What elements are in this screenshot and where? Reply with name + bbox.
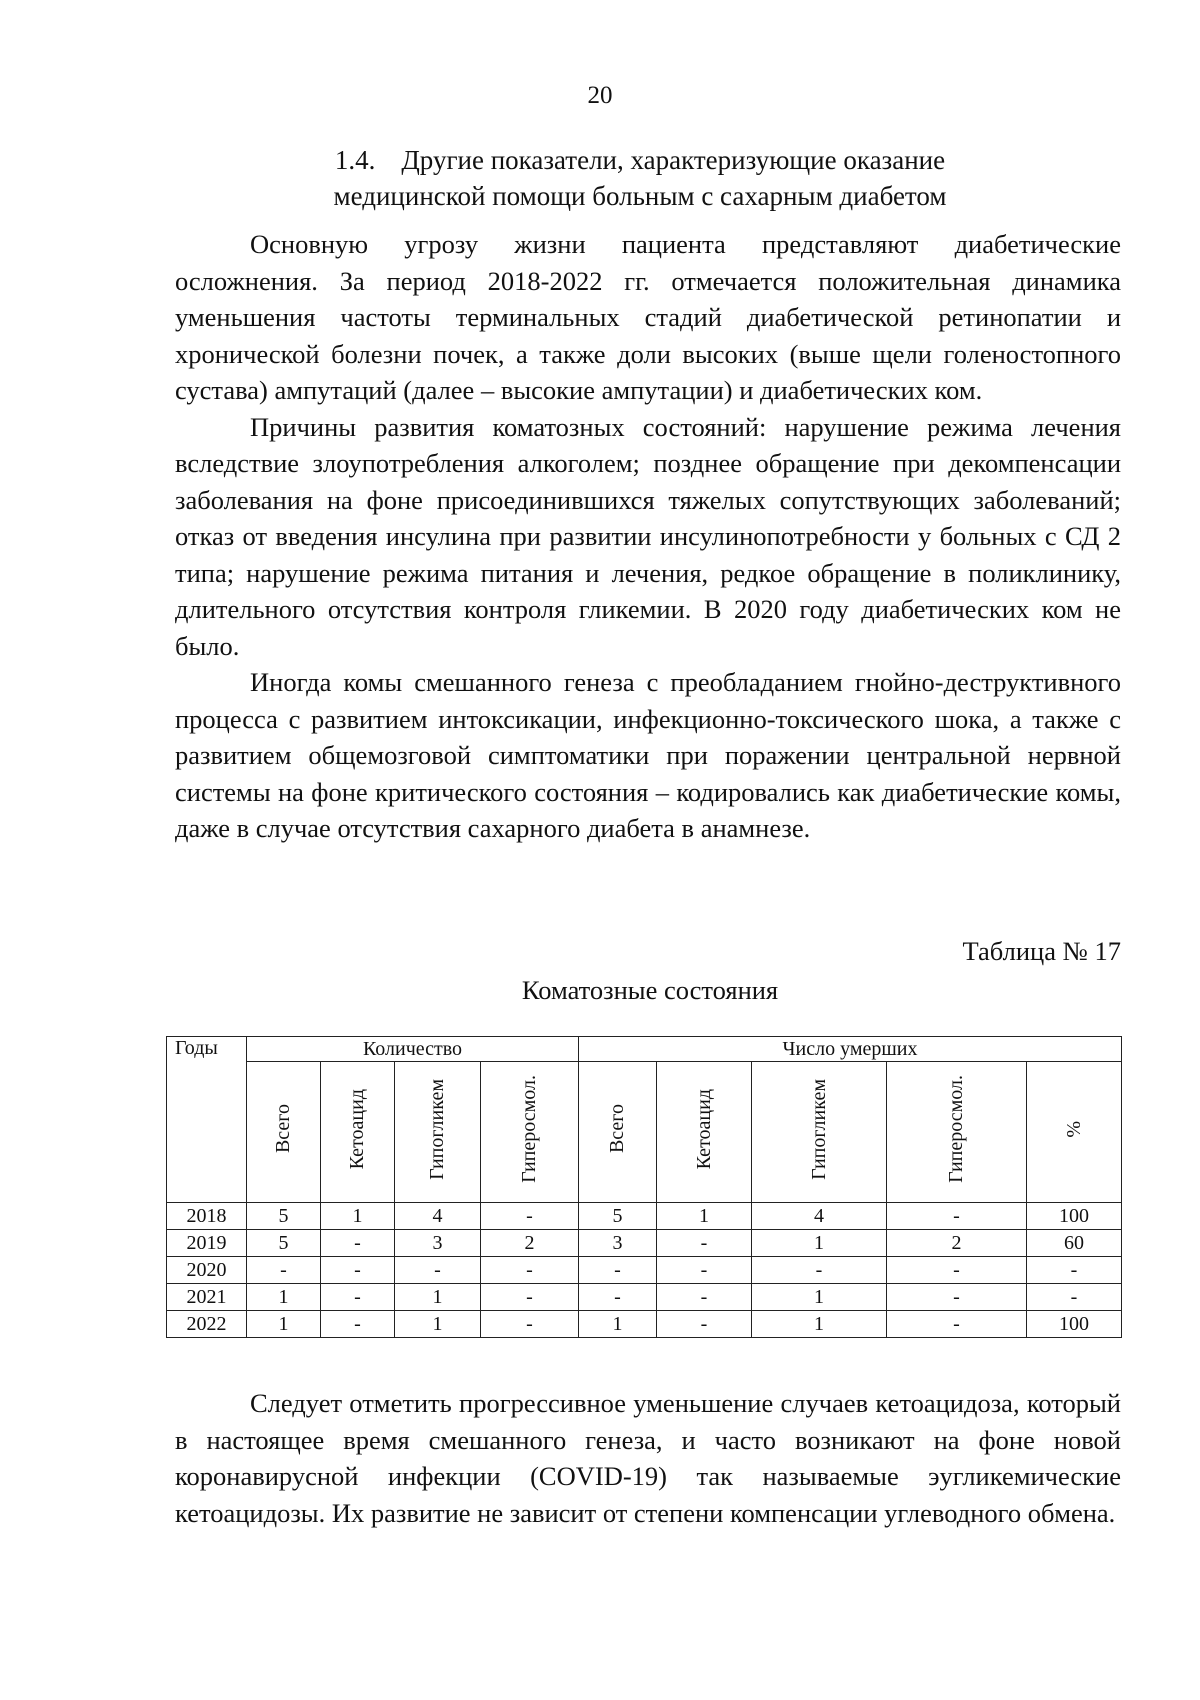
header-group-quantity: Количество [247, 1037, 579, 1062]
cell: - [657, 1257, 752, 1284]
cell: 1 [752, 1230, 887, 1257]
cell: - [481, 1284, 579, 1311]
cell: 1 [247, 1311, 321, 1338]
table-row [167, 1311, 1122, 1338]
cell-year: 2020 [167, 1257, 247, 1284]
cell: - [657, 1311, 752, 1338]
table-row [167, 1257, 1122, 1284]
cell: - [752, 1257, 887, 1284]
cell: 4 [752, 1203, 887, 1230]
header-deaths-hypoglycemic: Гипогликем [752, 1062, 887, 1203]
cell: 1 [247, 1284, 321, 1311]
cell: 100 [1027, 1311, 1122, 1338]
header-quantity-hyperosmolar: Гиперосмол. [481, 1062, 579, 1203]
cell: - [887, 1203, 1027, 1230]
header-deaths-percent: % [1027, 1062, 1122, 1203]
cell: 1 [321, 1203, 395, 1230]
section-number: 1.4. [334, 145, 376, 175]
cell: - [887, 1257, 1027, 1284]
cell: - [481, 1203, 579, 1230]
cell: 3 [395, 1230, 481, 1257]
cell: 4 [395, 1203, 481, 1230]
header-years: Годы [167, 1037, 247, 1203]
cell: 1 [657, 1203, 752, 1230]
body-text [175, 226, 1121, 847]
header-deaths-ketoacid: Кетоацид [657, 1062, 752, 1203]
header-quantity-total: Всего [247, 1062, 321, 1203]
closing-text [175, 1385, 1121, 1531]
paragraph-2: Причины развития коматозных состояний: нарушение режима лечения вследствие злоупотребления алкоголем; позднее обращение при декомпенсации заболевания на фоне присоединившихся тяжелых сопутствующих заболеваний; отказ от введения инсулина при развитии инсулинопотребности у больных с СД 2 типа; нарушение режима питания и лечения, редкое обращение в поликлинику, длительного отсутствия контроля гликемии. В 2020 году диабетических ком не было. [175, 411, 1121, 661]
cell: - [887, 1284, 1027, 1311]
cell: - [1027, 1284, 1122, 1311]
cell: 60 [1027, 1230, 1122, 1257]
table-row [167, 1230, 1122, 1257]
cell: - [321, 1311, 395, 1338]
cell: - [657, 1284, 752, 1311]
cell: 5 [247, 1203, 321, 1230]
section-heading [200, 142, 1080, 214]
page-number: 20 [587, 82, 613, 109]
cell: 2 [481, 1230, 579, 1257]
cell: 5 [247, 1230, 321, 1257]
cell: - [395, 1257, 481, 1284]
header-deaths-hyperosmolar: Гиперосмол. [887, 1062, 1027, 1203]
header-quantity-ketoacid: Кетоацид [321, 1062, 395, 1203]
cell-year: 2021 [167, 1284, 247, 1311]
section-title-line2: медицинской помощи больным с сахарным диабетом [333, 181, 947, 211]
cell: 3 [579, 1230, 657, 1257]
cell: 100 [1027, 1203, 1122, 1230]
header-deaths-total: Всего [579, 1062, 657, 1203]
cell: - [321, 1230, 395, 1257]
cell-year: 2022 [167, 1311, 247, 1338]
cell: - [321, 1284, 395, 1311]
paragraph-3: Иногда комы смешанного генеза с преобладанием гнойно-деструктивного процесса с развитием интоксикации, инфекционно-токсического шока, а также с развитием общемозговой симптоматики при поражении центральной нервной системы на фоне критического состояния – кодировались как диабетические комы, даже в случае отсутствия сахарного диабета в анамнезе. [175, 667, 1121, 843]
cell: - [887, 1311, 1027, 1338]
comatose-states-table [166, 1036, 1122, 1338]
section-title-line1: Другие показатели, характеризующие оказание [401, 145, 946, 175]
cell: - [481, 1257, 579, 1284]
paragraph-1: Основную угрозу жизни пациента представляют диабетические осложнения. За период 2018-2022 гг. отмечается положительная динамика уменьшения частоты терминальных стадий диабетической ретинопатии и хронической болезни почек, а также доли высоких (выше щели голеностопного сустава) ампутаций (далее – высокие ампутации) и диабетических ком. [175, 229, 1121, 405]
cell-year: 2018 [167, 1203, 247, 1230]
closing-paragraph: Следует отметить прогрессивное уменьшение случаев кетоацидоза, который в настоящее время смешанного генеза, и часто возникают на фоне новой коронавирусной инфекции (COVID-19) так называемые эугликемические кетоацидозы. Их развитие не зависит от степени компенсации углеводного обмена. [175, 1388, 1121, 1528]
cell: 1 [579, 1311, 657, 1338]
cell: 1 [395, 1311, 481, 1338]
cell: - [657, 1230, 752, 1257]
table-row [167, 1203, 1122, 1230]
cell: 1 [752, 1311, 887, 1338]
cell: - [481, 1311, 579, 1338]
cell: - [579, 1257, 657, 1284]
cell: - [247, 1257, 321, 1284]
table-caption: Таблица № 17 [962, 936, 1121, 966]
header-quantity-hypoglycemic: Гипогликем [395, 1062, 481, 1203]
cell: 5 [579, 1203, 657, 1230]
table-row [167, 1284, 1122, 1311]
header-group-deaths: Число умерших [579, 1037, 1122, 1062]
section-heading-line1 [200, 142, 1080, 178]
cell: - [1027, 1257, 1122, 1284]
cell: - [579, 1284, 657, 1311]
cell: 2 [887, 1230, 1027, 1257]
cell: - [321, 1257, 395, 1284]
cell-year: 2019 [167, 1230, 247, 1257]
table-title: Коматозные состояния [521, 975, 779, 1005]
cell: 1 [752, 1284, 887, 1311]
cell: 1 [395, 1284, 481, 1311]
